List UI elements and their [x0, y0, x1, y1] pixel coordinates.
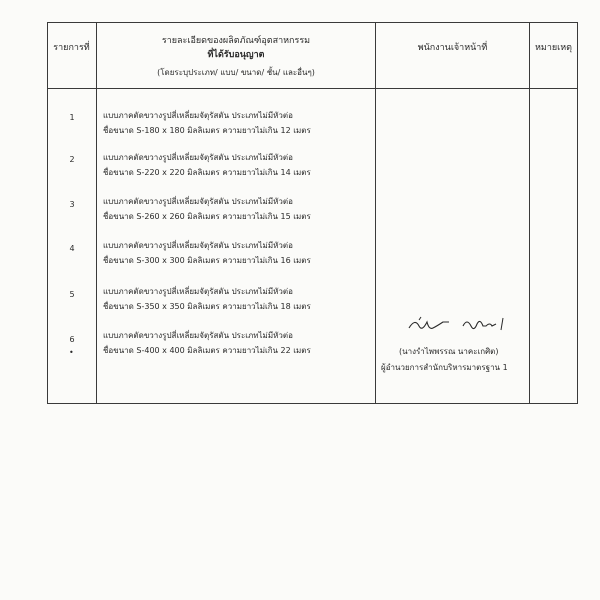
column-divider — [96, 22, 97, 404]
item-size: ชื่อขนาด S-180 x 180 มิลลิเมตร ความยาวไม่เกิน 12 เมตร — [103, 126, 311, 135]
table-border-bottom — [47, 403, 578, 404]
item-description: แบบภาคตัดขวางรูปสี่เหลี่ยมจัตุรัสตัน ประเภทไม่มีหัวต่อ — [103, 197, 293, 206]
header-details-line1: รายละเอียดของผลิตภัณฑ์อุตสาหกรรม — [161, 36, 311, 46]
header-divider — [47, 88, 578, 89]
header-details-line3: (โดยระบุประเภท/ แบบ/ ขนาด/ ชั้น/ และอื่นๆ) — [157, 68, 315, 77]
header-officer: พนักงานเจ้าหน้าที่ — [417, 43, 488, 53]
row-number: 5 — [69, 290, 75, 299]
table-border-right — [577, 22, 578, 404]
row-number: 2 — [69, 155, 75, 164]
item-size: ชื่อขนาด S-260 x 260 มิลลิเมตร ความยาวไม่เกิน 15 เมตร — [103, 212, 311, 221]
officer-name: (นางรำไพพรรณ นาคะเกศิต) — [399, 347, 499, 356]
item-size: ชื่อขนาด S-400 x 400 มิลลิเมตร ความยาวไม่เกิน 22 เมตร — [103, 346, 311, 355]
row-number: 3 — [69, 200, 75, 209]
item-description: แบบภาคตัดขวางรูปสี่เหลี่ยมจัตุรัสตัน ประเภทไม่มีหัวต่อ — [103, 153, 293, 162]
row-number: 1 — [69, 113, 75, 122]
header-order: รายการที่ — [53, 43, 90, 53]
item-description: แบบภาคตัดขวางรูปสี่เหลี่ยมจัตุรัสตัน ประเภทไม่มีหัวต่อ — [103, 287, 293, 296]
item-size: ชื่อขนาด S-300 x 300 มิลลิเมตร ความยาวไม่เกิน 16 เมตร — [103, 256, 311, 265]
handwritten-signature — [405, 314, 515, 340]
item-size: ชื่อขนาด S-350 x 350 มิลลิเมตร ความยาวไม่เกิน 18 เมตร — [103, 302, 311, 311]
header-remark: หมายเหตุ — [534, 43, 573, 53]
header-details-line2: ที่ได้รับอนุญาต — [207, 50, 265, 60]
officer-title: ผู้อำนวยการสำนักบริหารมาตรฐาน 1 — [381, 363, 508, 372]
item-size: ชื่อขนาด S-220 x 220 มิลลิเมตร ความยาวไม่เกิน 14 เมตร — [103, 168, 311, 177]
column-divider — [529, 22, 530, 404]
row-number: 4 — [69, 244, 75, 253]
item-description: แบบภาคตัดขวางรูปสี่เหลี่ยมจัตุรัสตัน ประเภทไม่มีหัวต่อ — [103, 111, 293, 120]
item-description: แบบภาคตัดขวางรูปสี่เหลี่ยมจัตุรัสตัน ประเภทไม่มีหัวต่อ — [103, 241, 293, 250]
table-border-left — [47, 22, 48, 404]
row-bullet-mark: • — [69, 348, 74, 357]
table-border-top — [47, 22, 578, 23]
column-divider — [375, 22, 376, 404]
license-table — [47, 22, 578, 404]
item-description: แบบภาคตัดขวางรูปสี่เหลี่ยมจัตุรัสตัน ประเภทไม่มีหัวต่อ — [103, 331, 293, 340]
row-number: 6 — [69, 335, 75, 344]
